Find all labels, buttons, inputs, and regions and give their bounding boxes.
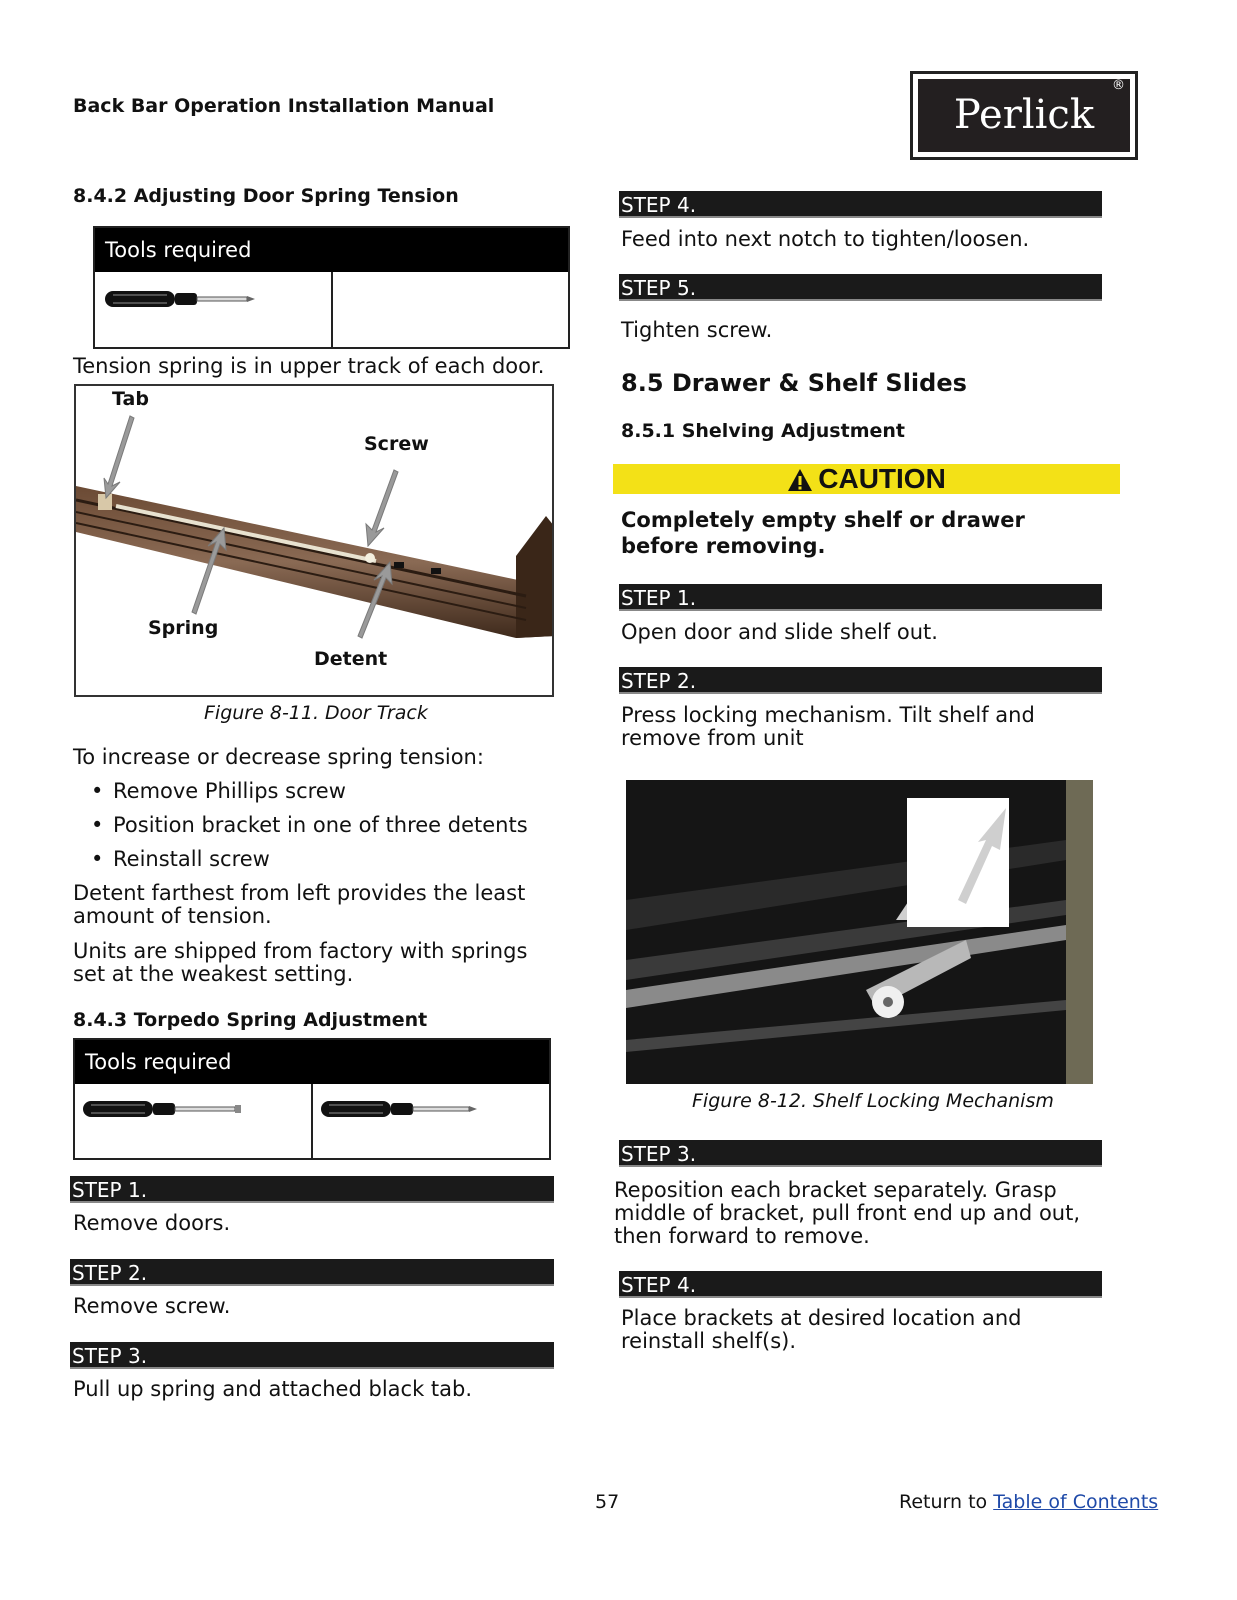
warning-triangle-icon	[787, 468, 813, 492]
step-5-text: Tighten screw.	[621, 318, 773, 342]
tools-header: Tools required	[95, 228, 568, 272]
list-item: • Reinstall screw	[73, 842, 553, 876]
perlick-logo	[910, 71, 1138, 160]
step-3-text: Pull up spring and attached black tab.	[73, 1377, 473, 1401]
footer-return	[899, 1491, 1158, 1513]
flathead-screwdriver-icon	[81, 1094, 251, 1124]
shelf-step-4-text: Place brackets at desired location and reinstall shelf(s).	[621, 1306, 1022, 1353]
step-5-bar: STEP 5.	[619, 274, 1102, 301]
detent-note: Detent farthest from left provides the least amount of tension.	[73, 881, 526, 928]
table-of-contents-link[interactable]: Table of Contents	[993, 1491, 1159, 1513]
figure-label-screw: Screw	[364, 433, 429, 455]
shelf-step-3-text: Reposition each bracket separately. Grasp middle of bracket, pull front end up and out, then forward to remove.	[614, 1178, 1081, 1248]
figure-label-spring: Spring	[148, 617, 219, 639]
tension-lead: To increase or decrease spring tension:	[73, 745, 484, 769]
list-item: • Remove Phillips screw	[73, 774, 553, 808]
door-track-figure	[74, 384, 554, 697]
step-3-bar: STEP 3.	[70, 1342, 554, 1369]
tension-intro: Tension spring is in upper track of each door.	[73, 354, 545, 378]
shelf-step-1-bar: STEP 1.	[619, 584, 1102, 611]
figure-8-11-caption: Figure 8-11. Door Track	[204, 702, 428, 724]
tools-header: Tools required	[75, 1040, 549, 1084]
section-8-4-3-heading: 8.4.3 Torpedo Spring Adjustment	[73, 1009, 428, 1031]
tools-table-torpedo	[73, 1038, 551, 1160]
tool-cell	[313, 1084, 549, 1158]
tools-table-door-spring	[93, 226, 570, 349]
tension-steps-list	[73, 774, 553, 876]
caution-label: CAUTION	[818, 463, 946, 494]
tool-cell-empty	[333, 272, 569, 347]
shelf-locking-photo	[626, 780, 1093, 1084]
section-8-5-1-heading: 8.5.1 Shelving Adjustment	[621, 420, 905, 442]
shelf-step-2-text: Press locking mechanism. Tilt shelf and remove from unit	[621, 703, 1035, 750]
step-4-text: Feed into next notch to tighten/loosen.	[621, 227, 1030, 251]
document-title: Back Bar Operation Installation Manual	[73, 95, 495, 117]
registered-mark: ®	[1112, 78, 1125, 93]
section-8-4-2-heading: 8.4.2 Adjusting Door Spring Tension	[73, 185, 459, 207]
step-1-text: Remove doors.	[73, 1211, 231, 1235]
figure-8-12-caption: Figure 8-12. Shelf Locking Mechanism	[692, 1090, 1054, 1112]
figure-label-tab: Tab	[112, 388, 149, 410]
phillips-screwdriver-icon	[319, 1094, 489, 1124]
section-8-5-heading: 8.5 Drawer & Shelf Slides	[621, 369, 967, 397]
shelf-step-1-text: Open door and slide shelf out.	[621, 620, 938, 644]
logo-text: Perlick	[918, 79, 1130, 152]
return-text: Return to	[899, 1491, 994, 1513]
caution-text: Completely empty shelf or drawer before removing.	[621, 508, 1025, 558]
step-2-text: Remove screw.	[73, 1294, 231, 1318]
tool-cell	[75, 1084, 313, 1158]
page-number: 57	[595, 1491, 620, 1513]
shelf-step-3-bar: STEP 3.	[619, 1140, 1102, 1167]
shelf-step-4-bar: STEP 4.	[619, 1271, 1102, 1298]
list-item: • Position bracket in one of three detents	[73, 808, 553, 842]
caution-banner	[613, 464, 1120, 494]
step-4-bar: STEP 4.	[619, 191, 1102, 218]
phillips-screwdriver-icon	[103, 284, 263, 314]
step-1-bar: STEP 1.	[70, 1176, 554, 1203]
figure-label-detent: Detent	[314, 648, 388, 670]
shelf-step-2-bar: STEP 2.	[619, 667, 1102, 694]
tool-cell	[95, 272, 333, 347]
factory-note: Units are shipped from factory with springs set at the weakest setting.	[73, 939, 528, 986]
step-2-bar: STEP 2.	[70, 1259, 554, 1286]
shelf-locking-illustration	[626, 780, 1093, 1084]
